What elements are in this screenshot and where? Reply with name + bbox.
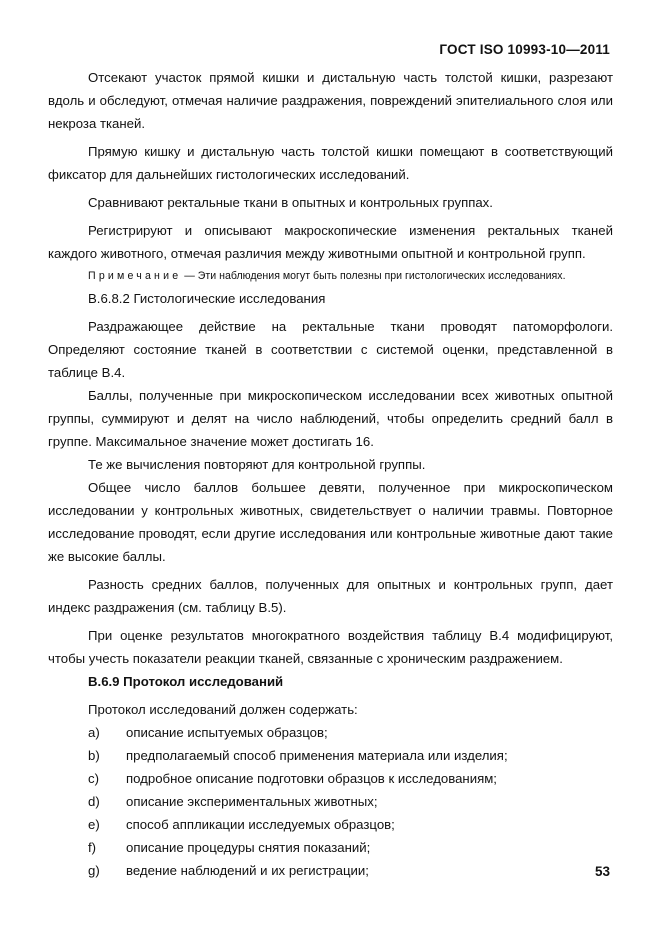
note-label: Примечание bbox=[88, 270, 182, 282]
list-item-text: предполагаемый способ применения материала или изделия; bbox=[126, 748, 508, 763]
list-item bbox=[48, 813, 613, 836]
paragraph: Общее число баллов большее девяти, полученное при микроскопическом исследовании у контрольных животных, свидетельствует о наличии травмы. Повторное исследование проводят, если другие исследования или контрольные животные дают такие же высокие баллы. bbox=[48, 480, 613, 564]
list-item-text: способ аппликации исследуемых образцов; bbox=[126, 817, 395, 832]
list-item bbox=[48, 790, 613, 813]
page-content bbox=[48, 66, 613, 882]
list-item bbox=[48, 721, 613, 744]
list-marker: b) bbox=[88, 748, 100, 763]
paragraph: Прямую кишку и дистальную часть толстой кишки помещают в соответствующий фиксатор для дальнейших гистологических исследований. bbox=[48, 144, 613, 182]
paragraph: Раздражающее действие на ректальные ткани проводят патоморфологи. Определяют состояние тканей в соответствии с системой оценки, представленной в таблице В.4. bbox=[48, 319, 613, 380]
requirements-list bbox=[48, 721, 613, 882]
paragraph: Разность средних баллов, полученных для опытных и контрольных групп, дает индекс раздражения (см. таблицу В.5). bbox=[48, 577, 613, 615]
list-item-text: подробное описание подготовки образцов к исследованиям; bbox=[126, 771, 497, 786]
list-item bbox=[48, 744, 613, 767]
paragraph: Баллы, полученные при микроскопическом исследовании всех животных опытной группы, суммируют и делят на число наблюдений, чтобы определить средний балл в группе. Максимальное значение может достигать 16. bbox=[48, 388, 613, 449]
list-item-text: описание процедуры снятия показаний; bbox=[126, 840, 371, 855]
list-item-text: ведение наблюдений и их регистрации; bbox=[126, 863, 369, 878]
list-marker: f) bbox=[88, 840, 97, 855]
page-number: 53 bbox=[594, 864, 610, 879]
list-marker: c) bbox=[88, 771, 99, 786]
paragraph: Те же вычисления повторяют для контрольной группы. bbox=[88, 457, 426, 472]
section-heading-b69: В.6.9 Протокол исследований bbox=[88, 674, 284, 689]
list-marker: e) bbox=[88, 817, 100, 832]
list-marker: g) bbox=[88, 863, 100, 878]
paragraph: Сравнивают ректальные ткани в опытных и контрольных группах. bbox=[88, 195, 493, 210]
note bbox=[48, 265, 613, 287]
paragraph: При оценке результатов многократного воздействия таблицу В.4 модифицируют, чтобы учесть показатели реакции тканей, связанные с хроническим раздражением. bbox=[48, 628, 613, 666]
list-item bbox=[48, 836, 613, 859]
list-intro: Протокол исследований должен содержать: bbox=[88, 702, 358, 717]
section-heading-b682: В.6.8.2 Гистологические исследования bbox=[88, 291, 326, 306]
list-item bbox=[48, 859, 613, 882]
list-marker: a) bbox=[88, 725, 100, 740]
paragraph: Регистрируют и описывают макроскопические изменения ректальных тканей каждого животного, отмечая различия между животными опытной и контрольной групп. bbox=[48, 223, 613, 261]
list-marker: d) bbox=[88, 794, 100, 809]
list-item bbox=[48, 767, 613, 790]
document-code: ГОСТ ISO 10993-10—2011 bbox=[439, 42, 610, 57]
paragraph: Отсекают участок прямой кишки и дистальную часть толстой кишки, разрезают вдоль и обследуют, отмечая наличие раздражения, повреждений эпителиального слоя или некроза тканей. bbox=[48, 70, 613, 131]
list-item-text: описание экспериментальных животных; bbox=[126, 794, 378, 809]
list-item-text: описание испытуемых образцов; bbox=[126, 725, 328, 740]
note-text: — Эти наблюдения могут быть полезны при гистологических исследованиях. bbox=[181, 270, 566, 282]
